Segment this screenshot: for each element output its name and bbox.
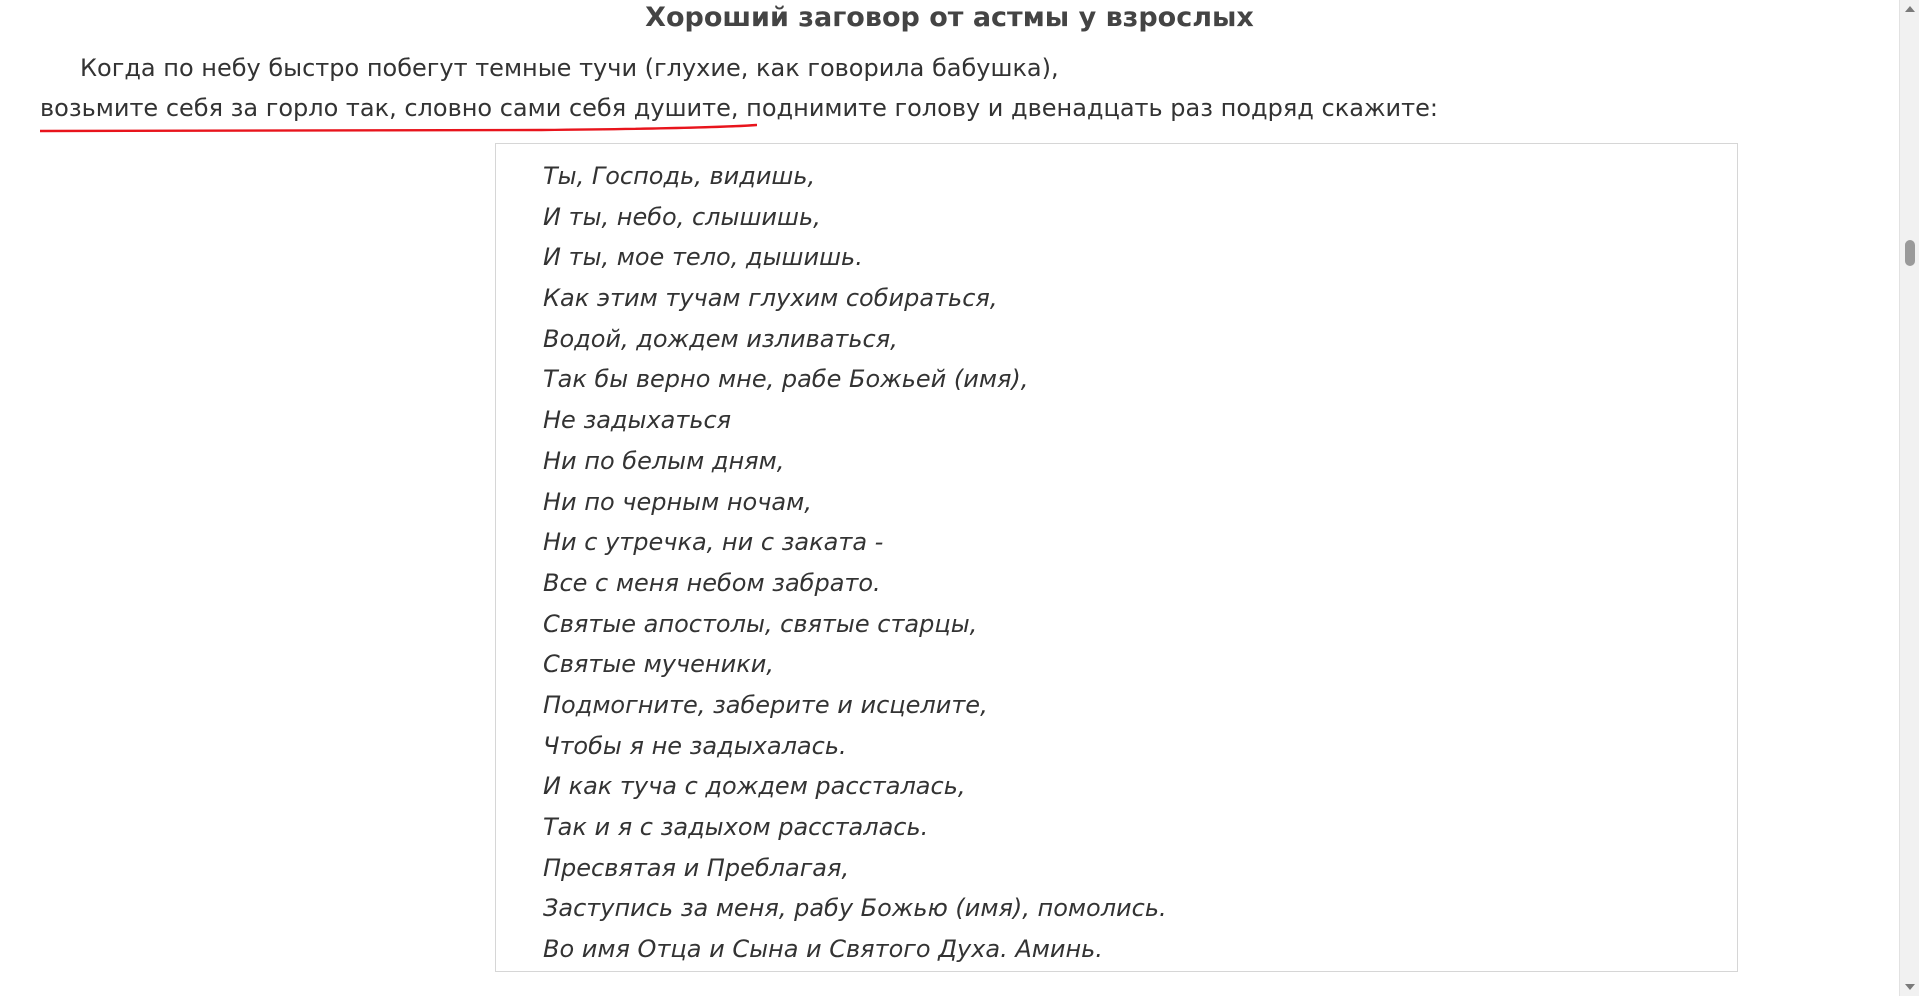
poem-line: Подмогните, заберите и исцелите,: [543, 690, 988, 719]
poem-line: Святые апостолы, святые старцы,: [543, 609, 978, 638]
poem-line: Не задыхаться: [543, 406, 732, 435]
intro-paragraph: [40, 48, 1760, 128]
poem-line: Пресвятая и Преблагая,: [543, 853, 850, 882]
poem-line: Так и я с задыхом расcталась.: [543, 813, 929, 841]
article-heading: Хороший заговор от астмы у взрослых: [645, 2, 1254, 33]
poem-line: И как туча с дождем расcталась,: [543, 772, 966, 801]
poem-line: Ни по белым дням,: [543, 446, 785, 475]
scrollbar-thumb[interactable]: [1905, 240, 1915, 266]
poem-line: Святые мученики,: [543, 650, 774, 679]
poem-line: Заступись за меня, рабу Божью (имя), помолись.: [543, 894, 1167, 923]
red-underline-annotation: [40, 122, 757, 136]
poem-line: Ты, Господь, видишь,: [543, 162, 816, 190]
poem-line: И ты, мое тело, дышишь.: [543, 243, 863, 272]
scroll-down-arrow-icon[interactable]: [1905, 984, 1915, 990]
poem-line: Во имя Отца и Сына и Святого Духа. Аминь.: [543, 935, 1103, 964]
poem-lines: [496, 144, 1737, 970]
poem-line: Как этим тучам глухим собираться,: [543, 284, 998, 313]
poem-blockquote: [495, 143, 1738, 972]
intro-text-after: поднимите голову и двенадцать раз подряд скажите:: [738, 94, 1438, 122]
intro-text-before: Когда по небу быстро побегут темные тучи (глухие, как говорила бабушка),: [80, 54, 1059, 82]
poem-line: Ни по черным ночам,: [543, 487, 812, 516]
poem-line: Ни с утречка, ни с заката -: [543, 528, 884, 557]
poem-line: Чтобы я не задыхалась.: [543, 731, 847, 760]
poem-line: И ты, небо, слышишь,: [543, 202, 821, 231]
scroll-up-arrow-icon[interactable]: [1905, 6, 1915, 12]
vertical-scrollbar[interactable]: [1899, 0, 1919, 996]
poem-line: Так бы верно мне, рабе Божьей (имя),: [543, 365, 1029, 394]
poem-line: Все с меня небом забрато.: [543, 568, 881, 597]
intro-highlighted-text: [40, 88, 739, 128]
intro-highlighted-label: возьмите себя за горло так, словно сами себя душите,: [40, 94, 739, 122]
red-underline-stroke: [40, 122, 757, 136]
poem-line: Водой, дождем изливаться,: [543, 324, 898, 353]
